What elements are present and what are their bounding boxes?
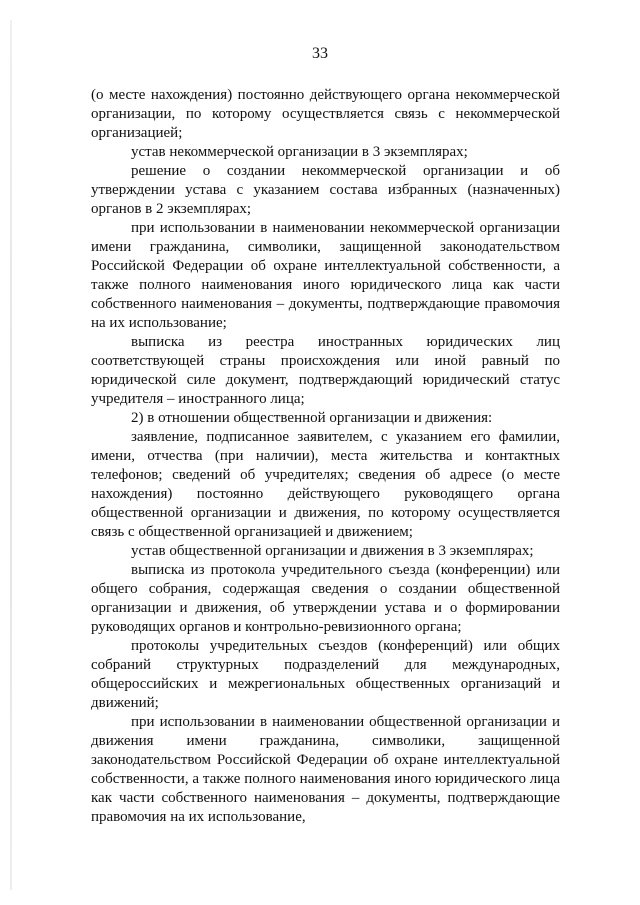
paragraph: при использовании в наименовании некоммерческой организации имени гражданина, символики, защищенной законодательством Российской Федерации об охране интеллектуальной собственности, а также полного наименования иного юридического лица как части собственного наименования – документы, подтверждающие правомочия на их использование; <box>91 220 560 331</box>
paragraph: устав общественной организации и движения в 3 экземплярах; <box>131 543 534 559</box>
paragraph: устав некоммерческой организации в 3 экземплярах; <box>131 144 468 160</box>
paragraph: заявление, подписанное заявителем, с указанием его фамилии, имени, отчества (при наличии), места жительства и контактных телефонов; сведений об учредителях; сведения об адресе (о месте нахождения) постоянно действующего руководящего органа общественной организации и движения, по которому осуществляется связь с общественной организацией и движением; <box>91 429 560 540</box>
paragraph: выписка из реестра иностранных юридических лиц соответствующей страны происхождения или иной равный по юридической силе документ, подтверждающий юридический статус учредителя – иностранного лица; <box>91 334 560 407</box>
paragraph: решение о создании некоммерческой организации и об утверждении устава с указанием состава избранных (назначенных) органов в 2 экземплярах; <box>91 163 560 217</box>
page-number: 33 <box>312 45 328 62</box>
paragraph: 2) в отношении общественной организации и движения: <box>131 410 493 426</box>
scan-edge <box>10 20 12 890</box>
paragraph: (о месте нахождения) постоянно действующего органа некоммерческой организации, по которому осуществляется связь с некоммерческой организацией; <box>91 87 560 141</box>
paragraph: выписка из протокола учредительного съезда (конференции) или общего собрания, содержащая сведения о создании общественной организации и движения, об утверждении устава и о формировании руководящих органов и контрольно-ревизионного органа; <box>91 562 560 635</box>
document-body <box>91 86 560 827</box>
paragraph: при использовании в наименовании общественной организации и движения имени гражданина, символики, защищенной законодательством Российской Федерации об охране интеллектуальной собственности, а также полного наименования иного юридического лица как части собственного наименования – документы, подтверждающие правомочия на их использование, <box>91 714 560 825</box>
paragraph: протоколы учредительных съездов (конференций) или общих собраний структурных подразделений для международных, общероссийских и межрегиональных общественных организаций и движений; <box>91 638 560 711</box>
